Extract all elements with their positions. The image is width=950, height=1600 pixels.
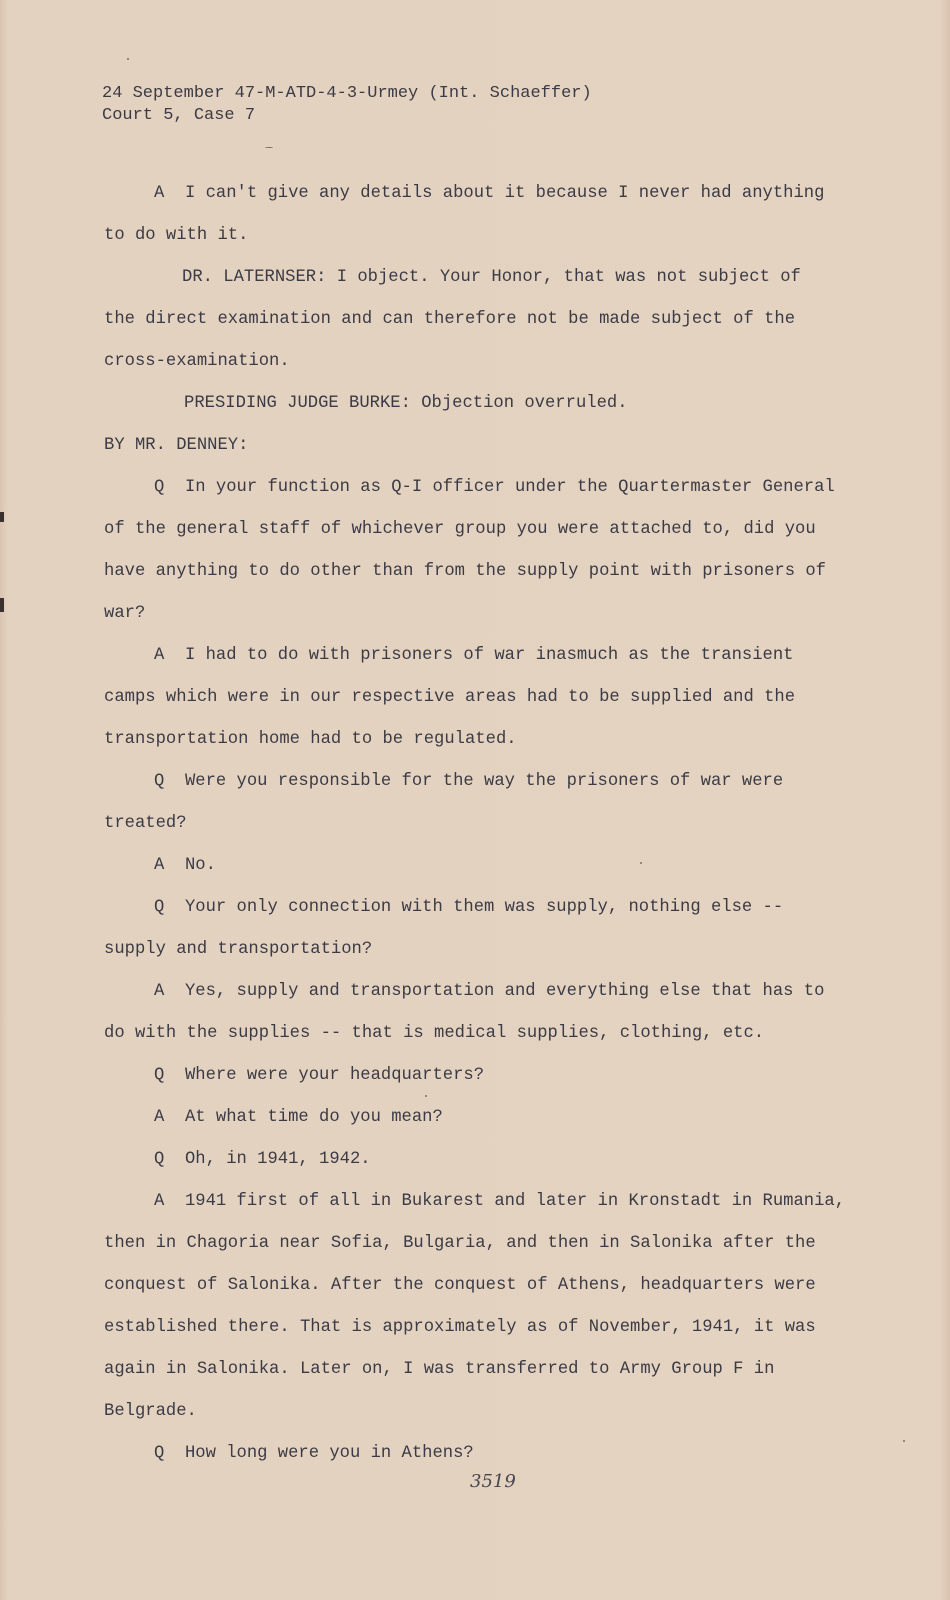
transcript-line: Q In your function as Q-I officer under the Quartermaster General — [154, 478, 835, 497]
transcript-line: PRESIDING JUDGE BURKE: Objection overruled. — [184, 394, 628, 413]
transcript-line: A At what time do you mean? — [154, 1108, 443, 1127]
transcript-line: A Yes, supply and transportation and everything else that has to — [154, 982, 825, 1001]
paper-speck — [425, 1095, 427, 1097]
paper-speck — [640, 862, 642, 864]
edge-mark — [0, 512, 4, 522]
transcript-line: A I had to do with prisoners of war inasmuch as the transient — [154, 646, 794, 665]
paper-speck — [127, 58, 129, 60]
transcript-line: cross-examination. — [104, 352, 290, 371]
transcript-line: to do with it. — [104, 226, 249, 245]
transcript-body — [104, 183, 844, 1485]
transcript-line: then in Chagoria near Sofia, Bulgaria, and then in Salonika after the — [104, 1234, 816, 1253]
transcript-line: do with the supplies -- that is medical supplies, clothing, etc. — [104, 1024, 765, 1043]
transcript-line: conquest of Salonika. After the conquest of Athens, headquarters were — [104, 1276, 816, 1295]
transcript-line: Q Your only connection with them was supply, nothing else -- — [154, 898, 784, 917]
transcript-line: transportation home had to be regulated. — [104, 730, 517, 749]
transcript-line: of the general staff of whichever group you were attached to, did you — [104, 520, 816, 539]
transcript-line: the direct examination and can therefore not be made subject of the — [104, 310, 796, 329]
page-number: 3519 — [470, 1471, 516, 1492]
transcript-line: Q Where were your headquarters? — [154, 1066, 485, 1085]
transcript-line: Belgrade. — [104, 1402, 197, 1421]
transcript-line: BY MR. DENNEY: — [104, 436, 249, 455]
transcript-line: Q How long were you in Athens? — [154, 1444, 474, 1463]
transcript-line: Q Oh, in 1941, 1942. — [154, 1150, 371, 1169]
transcript-line: established there. That is approximately as of November, 1941, it was — [104, 1318, 816, 1337]
edge-mark — [0, 598, 4, 612]
transcript-line: war? — [104, 604, 146, 623]
paper-speck — [903, 1440, 905, 1442]
transcript-line: A I can't give any details about it because I never had anything — [154, 184, 825, 203]
header-line-1: 24 September 47-M-ATD-4-3-Urmey (Int. Schaeffer) — [102, 84, 592, 103]
header-line-2: Court 5, Case 7 — [102, 106, 256, 125]
transcript-line: supply and transportation? — [104, 940, 373, 959]
transcript-line: DR. LATERNSER: I object. Your Honor, that was not subject of — [182, 268, 801, 287]
transcript-line: camps which were in our respective areas had to be supplied and the — [104, 688, 796, 707]
transcript-line: again in Salonika. Later on, I was transferred to Army Group F in — [104, 1360, 775, 1379]
transcript-line: have anything to do other than from the supply point with prisoners of — [104, 562, 826, 581]
transcript-line: treated? — [104, 814, 187, 833]
transcript-line: A No. — [154, 856, 216, 875]
transcript-line: A 1941 first of all in Bukarest and later in Kronstadt in Rumania, — [154, 1192, 846, 1211]
paper-speck — [265, 147, 273, 148]
document-header — [102, 83, 592, 127]
transcript-line: Q Were you responsible for the way the prisoners of war were — [154, 772, 784, 791]
